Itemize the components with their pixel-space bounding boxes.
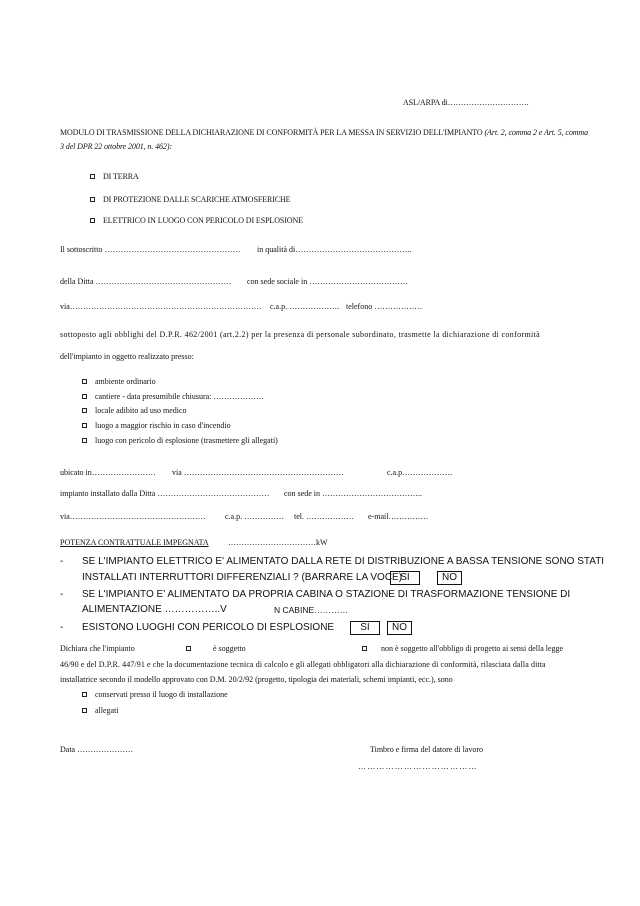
- located-in-field[interactable]: ubicato in……………………: [60, 468, 156, 477]
- checkbox[interactable]: [90, 197, 95, 202]
- checkbox[interactable]: [82, 692, 87, 697]
- installer-cap-field[interactable]: c.a.p. ……………: [225, 512, 285, 521]
- undersigned-field[interactable]: Il sottoscritto ……………………………………………: [60, 245, 241, 254]
- asl-field[interactable]: ASL/ARPA di………………………….: [403, 98, 529, 107]
- head-office-field[interactable]: con sede sociale in ……………………………….: [247, 277, 408, 286]
- signature-label: Timbro e firma del datore di lavoro: [370, 745, 484, 754]
- checkbox[interactable]: [82, 394, 87, 399]
- checkbox[interactable]: [186, 646, 191, 651]
- question-transformer-line1: SE L'IMPIANTO E' ALIMENTATO DA PROPRIA CABINA O STAZIONE DI TRASFORMAZIONE TENSIONE DI: [82, 589, 571, 600]
- project-required-option[interactable]: è soggetto: [186, 644, 246, 653]
- form-title-main: MODULO DI TRASMISSIONE DELLA DICHIARAZIONE DI CONFORMITÀ PER LA MESSA IN SERVIZIO DELL'IMPIANTO: [60, 128, 483, 137]
- explosion-no-box[interactable]: NO: [387, 621, 412, 635]
- location-intro: dell'impianto in oggetto realizzato presso:: [60, 352, 194, 361]
- question-differential-line2: INSTALLATI INTERRUTTORI DIFFERENZIALI ? (BARRARE LA VOCE): [82, 572, 403, 583]
- installer-street-field[interactable]: via……………………………………………: [60, 512, 206, 521]
- cap-field[interactable]: c.a.p. ……………….: [270, 302, 340, 311]
- power-label: POTENZA CONTRATTUALE IMPEGNATA: [60, 538, 209, 547]
- location-explosion[interactable]: luogo con pericolo di esplosione (trasmettere gli allegati): [82, 436, 278, 445]
- differential-yes-box[interactable]: SI: [390, 571, 420, 585]
- obligation-text: sottoposto agli obblighi del D.P.R. 462/2001 (art.2.2) per la presenza di personale subordinato, trasmette la dichiarazione di conformità: [60, 330, 541, 339]
- location-ordinary[interactable]: ambiente ordinario: [82, 377, 156, 386]
- checkbox[interactable]: [82, 408, 87, 413]
- site-cap-field[interactable]: c.a.p……………….: [387, 468, 453, 477]
- location-fire-risk[interactable]: luogo a maggior rischio in caso d'incendio: [82, 421, 231, 430]
- plant-type-earth[interactable]: DI TERRA: [90, 172, 139, 181]
- cabin-count-field[interactable]: N CABINE…………: [274, 605, 349, 615]
- checkbox[interactable]: [82, 708, 87, 713]
- plant-type-explosion[interactable]: ELETTRICO IN LUOGO CON PERICOLO DI ESPLOSIONE: [90, 216, 303, 225]
- docs-kept-on-site-option[interactable]: conservati presso il luogo di installazione: [82, 690, 228, 699]
- plant-type-lightning[interactable]: DI PROTEZIONE DALLE SCARICHE ATMOSFERICHE: [90, 195, 290, 204]
- location-construction-site[interactable]: cantiere - data presumibile chiusura: ……………….: [82, 392, 263, 401]
- street-field[interactable]: via………………………………………………………………: [60, 302, 262, 311]
- site-street-field[interactable]: via ……………………………………………………: [172, 468, 344, 477]
- company-field[interactable]: della Ditta ……………………………………………: [60, 277, 232, 286]
- checkbox[interactable]: [82, 423, 87, 428]
- supply-voltage-field[interactable]: ALIMENTAZIONE ……………..V: [82, 604, 227, 615]
- installer-company-field[interactable]: impianto installato dalla Ditta ……………………………………: [60, 489, 270, 498]
- checkbox[interactable]: [90, 218, 95, 223]
- explosion-yes-box[interactable]: SI: [350, 621, 380, 635]
- form-title-reference: (Art. 2, comma 2 e Art. 5, comma 3 del DPR 22 ottobre 2001, n. 462):: [60, 128, 589, 151]
- docs-attached-option[interactable]: allegati: [82, 706, 119, 715]
- project-not-required-option[interactable]: non è soggetto all'obbligo di progetto ai sensi della legge: [362, 644, 563, 653]
- question-dash: -: [60, 556, 64, 567]
- installer-office-field[interactable]: con sede in ………………………………..: [284, 489, 422, 498]
- checkbox[interactable]: [90, 174, 95, 179]
- checkbox[interactable]: [362, 646, 367, 651]
- role-field[interactable]: in qualità di……………………………………..: [257, 245, 412, 254]
- declaration-text-line2: 46/90 e del D.P.R. 447/91 e che la documentazione tecnica di calcolo e gli allegati obbligatori alla dichiarazione di conformità, rilasciata dalla ditta: [60, 660, 546, 669]
- signature-field[interactable]: …………………………………: [358, 762, 478, 771]
- question-dash: -: [60, 589, 64, 600]
- installer-email-field[interactable]: e-mail……………: [368, 512, 429, 521]
- question-explosion: ESISTONO LUOGHI CON PERICOLO DI ESPLOSIONE: [82, 622, 335, 633]
- installer-phone-field[interactable]: tel. ………………: [294, 512, 354, 521]
- differential-no-box[interactable]: NO: [437, 571, 462, 585]
- phone-field[interactable]: telefono ………………: [346, 302, 423, 311]
- date-field[interactable]: Data …………………: [60, 745, 134, 754]
- question-dash: -: [60, 622, 64, 633]
- checkbox[interactable]: [82, 438, 87, 443]
- location-medical[interactable]: locale adibito ad uso medico: [82, 406, 187, 415]
- declaration-text-line3: installatrice secondo il modello approvato con D.M. 20/2/92 (progetto, tipologia dei materiali, schemi impianti, ecc.), sono: [60, 675, 453, 684]
- power-field[interactable]: ……………………………kW: [228, 538, 328, 547]
- declaration-intro: Dichiara che l'impianto: [60, 644, 135, 653]
- question-differential-line1: SE L'IMPIANTO ELETTRICO E' ALIMENTATO DALLA RETE DI DISTRIBUZIONE A BASSA TENSIONE SONO STATI: [82, 556, 605, 567]
- form-title: [60, 126, 590, 154]
- checkbox[interactable]: [82, 379, 87, 384]
